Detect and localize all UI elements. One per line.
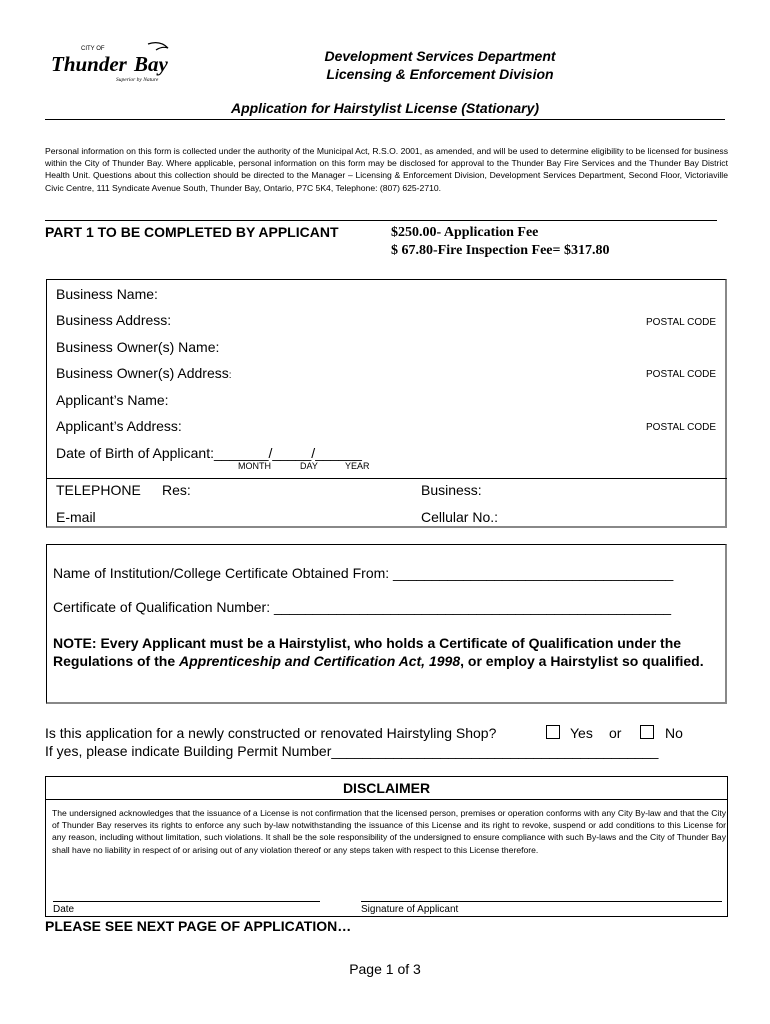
signature-line[interactable] — [361, 901, 722, 902]
application-fee: $250.00- Application Fee — [391, 225, 539, 240]
applicant-box-divider — [46, 478, 727, 479]
owner-postal-code-label: POSTAL CODE — [646, 369, 717, 380]
division-heading: Licensing & Enforcement Division — [326, 66, 554, 82]
next-page-notice: PLEASE SEE NEXT PAGE OF APPLICATION… — [45, 918, 352, 934]
signature-label: Signature of Applicant — [361, 904, 459, 915]
date-label: Date — [53, 904, 75, 915]
part1-heading: PART 1 TO BE COMPLETED BY APPLICANT — [45, 224, 339, 240]
shop-question: Is this application for a newly constructed or renovated Hairstyling Shop? — [45, 725, 497, 741]
dob-year-label: YEAR — [345, 461, 370, 471]
department-heading: Development Services Department — [324, 48, 556, 64]
logo-tagline: Superior by Nature — [116, 77, 159, 83]
logo-bay: Bay — [134, 52, 168, 76]
no-label: No — [665, 725, 683, 741]
disclaimer-title-rule — [45, 799, 728, 800]
fire-inspection-fee: $ 67.80-Fire Inspection Fee= $317.80 — [391, 243, 610, 258]
form-title: Application for Hairstylist License (Stationary) — [230, 100, 540, 116]
institution-label: Name of Institution/College Certificate Obtained From: ____________________________________ — [53, 565, 674, 581]
logo-thunder: Thunder — [51, 52, 127, 76]
page-number: Page 1 of 3 — [349, 961, 421, 977]
business-address-label: Business Address: — [56, 312, 172, 328]
telephone-label: TELEPHONE — [56, 482, 141, 498]
applicant-postal-code-label: POSTAL CODE — [646, 422, 717, 433]
or-label: or — [609, 725, 622, 741]
date-line[interactable] — [53, 901, 320, 902]
business-owner-address-label: Business Owner(s) Address: — [56, 365, 232, 381]
thunder-bay-logo-graphic — [48, 38, 193, 88]
yes-checkbox[interactable] — [546, 725, 560, 739]
disclaimer-title: DISCLAIMER — [342, 780, 431, 796]
yes-label: Yes — [570, 725, 593, 741]
dob-day-label: DAY — [300, 461, 318, 471]
date-of-birth-label: Date of Birth of Applicant:_______/_____/______ — [56, 445, 362, 461]
cellular-label: Cellular No.: — [421, 509, 499, 525]
title-rule — [45, 119, 725, 120]
email-label: E-mail — [56, 509, 96, 525]
applicant-name-label: Applicant’s Name: — [56, 392, 169, 408]
business-postal-code-label: POSTAL CODE — [646, 317, 717, 328]
business-owner-name-label: Business Owner(s) Name: — [56, 339, 220, 355]
business-name-label: Business Name: — [56, 286, 158, 302]
privacy-notice: Personal information on this form is collected under the authority of the Municipal Act, R.S.O. 2001, as amended, and will be used to determine eligibility to be licensed for business within the City of Thunder Bay. Where applicable, personal information on this form may be disclosed for approval to the Thunder Bay Fire Services and the Thunder Bay District Health Unit. Questions about this collection should be directed to the Manager – Licensing & Enforcement Division, Development Services Department, Second Floor, Victoriaville Civic Centre, 111 Syndicate Avenue South, Thunder Bay, Ontario, P7C 5K4, Telephone: (807) 625-2710. — [45, 146, 728, 193]
no-checkbox[interactable] — [640, 725, 654, 739]
certificate-number-label: Certificate of Qualification Number: ___________________________________________________ — [53, 599, 672, 615]
telephone-res-label: Res: — [162, 482, 191, 498]
disclaimer-text: The undersigned acknowledges that the issuance of a License is not confirmation that the licensed person, premises or operation conforms with any City By-law and that the City of Thunder Bay reserves its rights to enforce any such by-law notwithstanding the issuance of this License and its right to revoke, suspend or add conditions to this License for any reason, including without limitation, such violations. It shall be the sole responsibility of the undersigned to ensure compliance with such By-laws and the City of Thunder Bay shall have no liability in respect of or arising out of any violation thereof or any steps taken with respect to this License therefore. — [52, 808, 726, 855]
hairstylist-note: NOTE: Every Applicant must be a Hairstylist, who holds a Certificate of Qualification under the Regulations of the Apprenticeship and Certification Act, 1998, or employ a Hairstylist so qualified. — [53, 635, 704, 669]
dob-month-label: MONTH — [238, 461, 271, 471]
building-permit-label: If yes, please indicate Building Permit Number__________________________________________ — [45, 743, 659, 759]
intro-rule — [45, 220, 717, 221]
logo-city-of: CITY OF — [81, 46, 105, 52]
city-logo — [48, 38, 193, 88]
telephone-business-label: Business: — [421, 482, 482, 498]
applicant-address-label: Applicant’s Address: — [56, 418, 182, 434]
